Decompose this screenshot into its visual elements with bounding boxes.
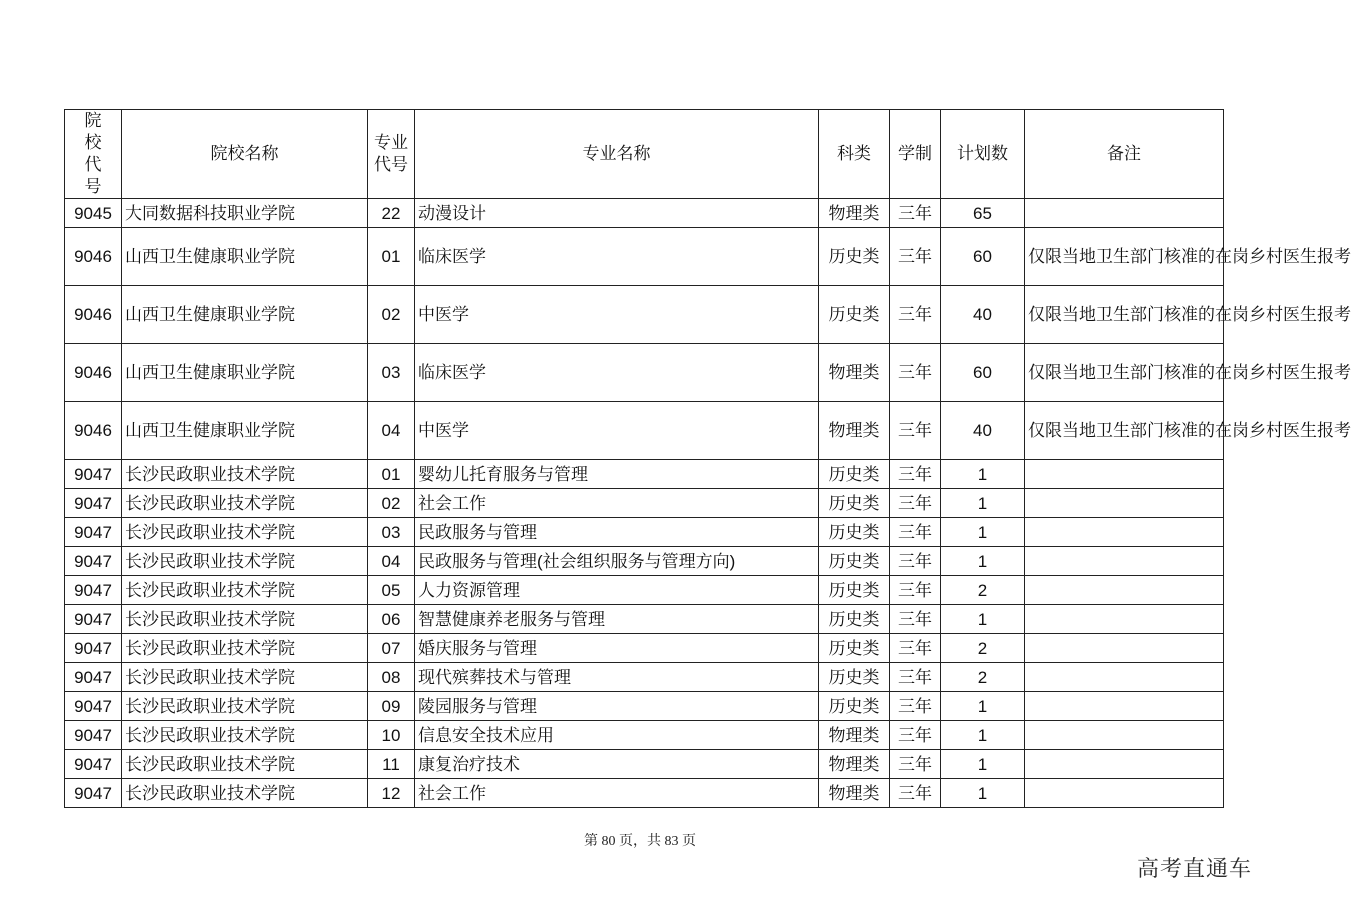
cell-school-name: 长沙民政职业技术学院 <box>122 721 368 750</box>
cell-duration: 三年 <box>890 605 941 634</box>
table-row <box>65 692 1224 721</box>
cell-note <box>1025 547 1224 576</box>
cell-plan: 1 <box>941 750 1025 779</box>
cell-major-code: 03 <box>368 344 415 402</box>
header-major-name: 专业名称 <box>415 110 819 199</box>
cell-category: 物理类 <box>819 721 890 750</box>
cell-category: 物理类 <box>819 779 890 808</box>
cell-school-code: 9047 <box>65 518 122 547</box>
cell-major-code: 01 <box>368 460 415 489</box>
cell-note: 仅限当地卫生部门核准的在岗乡村医生报考 <box>1025 402 1224 460</box>
cell-major-name: 现代殡葬技术与管理 <box>415 663 819 692</box>
cell-duration: 三年 <box>890 692 941 721</box>
cell-school-code: 9047 <box>65 692 122 721</box>
cell-note: 仅限当地卫生部门核准的在岗乡村医生报考 <box>1025 344 1224 402</box>
cell-note <box>1025 634 1224 663</box>
cell-note <box>1025 692 1224 721</box>
cell-note: 仅限当地卫生部门核准的在岗乡村医生报考 <box>1025 286 1224 344</box>
cell-duration: 三年 <box>890 199 941 228</box>
cell-plan: 1 <box>941 489 1025 518</box>
table-row <box>65 518 1224 547</box>
cell-school-code: 9047 <box>65 489 122 518</box>
cell-school-name: 长沙民政职业技术学院 <box>122 663 368 692</box>
header-note: 备注 <box>1025 110 1224 199</box>
page-footer: 第 80 页，共 83 页 <box>584 834 696 849</box>
table-row <box>65 402 1224 460</box>
cell-plan: 65 <box>941 199 1025 228</box>
cell-note <box>1025 750 1224 779</box>
cell-school-code: 9047 <box>65 547 122 576</box>
cell-school-code: 9047 <box>65 634 122 663</box>
cell-school-name: 山西卫生健康职业学院 <box>122 344 368 402</box>
cell-category: 历史类 <box>819 460 890 489</box>
cell-major-code: 10 <box>368 721 415 750</box>
cell-note: 仅限当地卫生部门核准的在岗乡村医生报考 <box>1025 228 1224 286</box>
cell-major-code: 08 <box>368 663 415 692</box>
cell-duration: 三年 <box>890 489 941 518</box>
cell-school-code: 9047 <box>65 460 122 489</box>
cell-major-code: 05 <box>368 576 415 605</box>
cell-plan: 1 <box>941 547 1025 576</box>
header-category: 科类 <box>819 110 890 199</box>
cell-major-name: 人力资源管理 <box>415 576 819 605</box>
cell-major-name: 民政服务与管理 <box>415 518 819 547</box>
header-school-name: 院校名称 <box>122 110 368 199</box>
cell-duration: 三年 <box>890 228 941 286</box>
cell-school-code: 9047 <box>65 721 122 750</box>
cell-major-code: 04 <box>368 402 415 460</box>
cell-note <box>1025 460 1224 489</box>
cell-duration: 三年 <box>890 750 941 779</box>
cell-duration: 三年 <box>890 779 941 808</box>
cell-duration: 三年 <box>890 634 941 663</box>
cell-category: 历史类 <box>819 605 890 634</box>
table-row <box>65 721 1224 750</box>
cell-major-name: 婚庆服务与管理 <box>415 634 819 663</box>
watermark: 高考直通车 <box>1136 857 1252 882</box>
cell-school-name: 长沙民政职业技术学院 <box>122 692 368 721</box>
cell-major-code: 22 <box>368 199 415 228</box>
cell-category: 历史类 <box>819 518 890 547</box>
cell-plan: 1 <box>941 518 1025 547</box>
cell-school-name: 长沙民政职业技术学院 <box>122 547 368 576</box>
cell-plan: 1 <box>941 721 1025 750</box>
cell-category: 物理类 <box>819 750 890 779</box>
cell-plan: 1 <box>941 605 1025 634</box>
table-row <box>65 344 1224 402</box>
table-row <box>65 489 1224 518</box>
cell-school-code: 9047 <box>65 605 122 634</box>
cell-category: 历史类 <box>819 547 890 576</box>
cell-major-code: 01 <box>368 228 415 286</box>
cell-duration: 三年 <box>890 663 941 692</box>
cell-duration: 三年 <box>890 547 941 576</box>
cell-duration: 三年 <box>890 344 941 402</box>
cell-category: 历史类 <box>819 576 890 605</box>
cell-school-name: 长沙民政职业技术学院 <box>122 518 368 547</box>
cell-major-name: 社会工作 <box>415 779 819 808</box>
cell-duration: 三年 <box>890 576 941 605</box>
cell-category: 物理类 <box>819 402 890 460</box>
cell-major-name: 康复治疗技术 <box>415 750 819 779</box>
cell-major-name: 临床医学 <box>415 228 819 286</box>
cell-school-name: 长沙民政职业技术学院 <box>122 634 368 663</box>
cell-plan: 60 <box>941 228 1025 286</box>
cell-school-name: 长沙民政职业技术学院 <box>122 460 368 489</box>
cell-major-code: 11 <box>368 750 415 779</box>
cell-note <box>1025 779 1224 808</box>
cell-school-code: 9046 <box>65 344 122 402</box>
cell-duration: 三年 <box>890 286 941 344</box>
cell-major-code: 03 <box>368 518 415 547</box>
cell-note <box>1025 489 1224 518</box>
cell-school-name: 长沙民政职业技术学院 <box>122 489 368 518</box>
table-row <box>65 663 1224 692</box>
cell-major-code: 12 <box>368 779 415 808</box>
cell-plan: 2 <box>941 576 1025 605</box>
cell-school-name: 大同数据科技职业学院 <box>122 199 368 228</box>
cell-category: 物理类 <box>819 344 890 402</box>
header-plan: 计划数 <box>941 110 1025 199</box>
cell-school-name: 长沙民政职业技术学院 <box>122 605 368 634</box>
cell-major-code: 02 <box>368 489 415 518</box>
cell-major-code: 09 <box>368 692 415 721</box>
cell-major-code: 04 <box>368 547 415 576</box>
cell-school-code: 9045 <box>65 199 122 228</box>
cell-plan: 2 <box>941 663 1025 692</box>
table-row <box>65 779 1224 808</box>
cell-plan: 1 <box>941 460 1025 489</box>
cell-school-code: 9046 <box>65 286 122 344</box>
cell-school-code: 9047 <box>65 663 122 692</box>
cell-major-code: 07 <box>368 634 415 663</box>
cell-school-code: 9047 <box>65 779 122 808</box>
cell-school-name: 长沙民政职业技术学院 <box>122 576 368 605</box>
cell-category: 历史类 <box>819 634 890 663</box>
cell-category: 历史类 <box>819 692 890 721</box>
cell-major-name: 社会工作 <box>415 489 819 518</box>
table-row <box>65 634 1224 663</box>
table-row <box>65 576 1224 605</box>
cell-duration: 三年 <box>890 721 941 750</box>
cell-major-name: 智慧健康养老服务与管理 <box>415 605 819 634</box>
cell-duration: 三年 <box>890 518 941 547</box>
table-row <box>65 286 1224 344</box>
table-row <box>65 547 1224 576</box>
cell-school-name: 山西卫生健康职业学院 <box>122 228 368 286</box>
cell-plan: 40 <box>941 286 1025 344</box>
cell-note <box>1025 199 1224 228</box>
cell-major-name: 动漫设计 <box>415 199 819 228</box>
cell-major-name: 中医学 <box>415 402 819 460</box>
cell-duration: 三年 <box>890 402 941 460</box>
cell-plan: 1 <box>941 779 1025 808</box>
cell-school-code: 9047 <box>65 750 122 779</box>
table-row <box>65 199 1224 228</box>
cell-school-name: 山西卫生健康职业学院 <box>122 286 368 344</box>
enrollment-plan-table <box>64 109 1351 808</box>
cell-major-name: 陵园服务与管理 <box>415 692 819 721</box>
cell-major-name: 婴幼儿托育服务与管理 <box>415 460 819 489</box>
cell-note <box>1025 576 1224 605</box>
cell-plan: 2 <box>941 634 1025 663</box>
cell-school-name: 长沙民政职业技术学院 <box>122 750 368 779</box>
cell-school-name: 长沙民政职业技术学院 <box>122 779 368 808</box>
cell-category: 历史类 <box>819 228 890 286</box>
table-row <box>65 750 1224 779</box>
cell-note <box>1025 721 1224 750</box>
table-body <box>65 199 1351 808</box>
cell-major-name: 中医学 <box>415 286 819 344</box>
cell-school-code: 9046 <box>65 228 122 286</box>
table-row <box>65 605 1224 634</box>
table-row <box>65 228 1224 286</box>
table-header-row <box>65 110 1224 199</box>
cell-category: 历史类 <box>819 663 890 692</box>
cell-school-name: 山西卫生健康职业学院 <box>122 402 368 460</box>
cell-category: 历史类 <box>819 286 890 344</box>
cell-major-name: 信息安全技术应用 <box>415 721 819 750</box>
cell-school-code: 9046 <box>65 402 122 460</box>
cell-duration: 三年 <box>890 460 941 489</box>
cell-note <box>1025 518 1224 547</box>
cell-major-name: 民政服务与管理(社会组织服务与管理方向) <box>415 547 819 576</box>
cell-major-name: 临床医学 <box>415 344 819 402</box>
cell-note <box>1025 663 1224 692</box>
header-major-code: 专业代号 <box>368 110 415 199</box>
cell-major-code: 02 <box>368 286 415 344</box>
cell-plan: 1 <box>941 692 1025 721</box>
header-school-code: 院校代号 <box>65 110 122 199</box>
table-row <box>65 460 1224 489</box>
header-duration: 学制 <box>890 110 941 199</box>
cell-category: 物理类 <box>819 199 890 228</box>
cell-major-code: 06 <box>368 605 415 634</box>
cell-school-code: 9047 <box>65 576 122 605</box>
cell-category: 历史类 <box>819 489 890 518</box>
cell-note <box>1025 605 1224 634</box>
cell-plan: 60 <box>941 344 1025 402</box>
cell-plan: 40 <box>941 402 1025 460</box>
